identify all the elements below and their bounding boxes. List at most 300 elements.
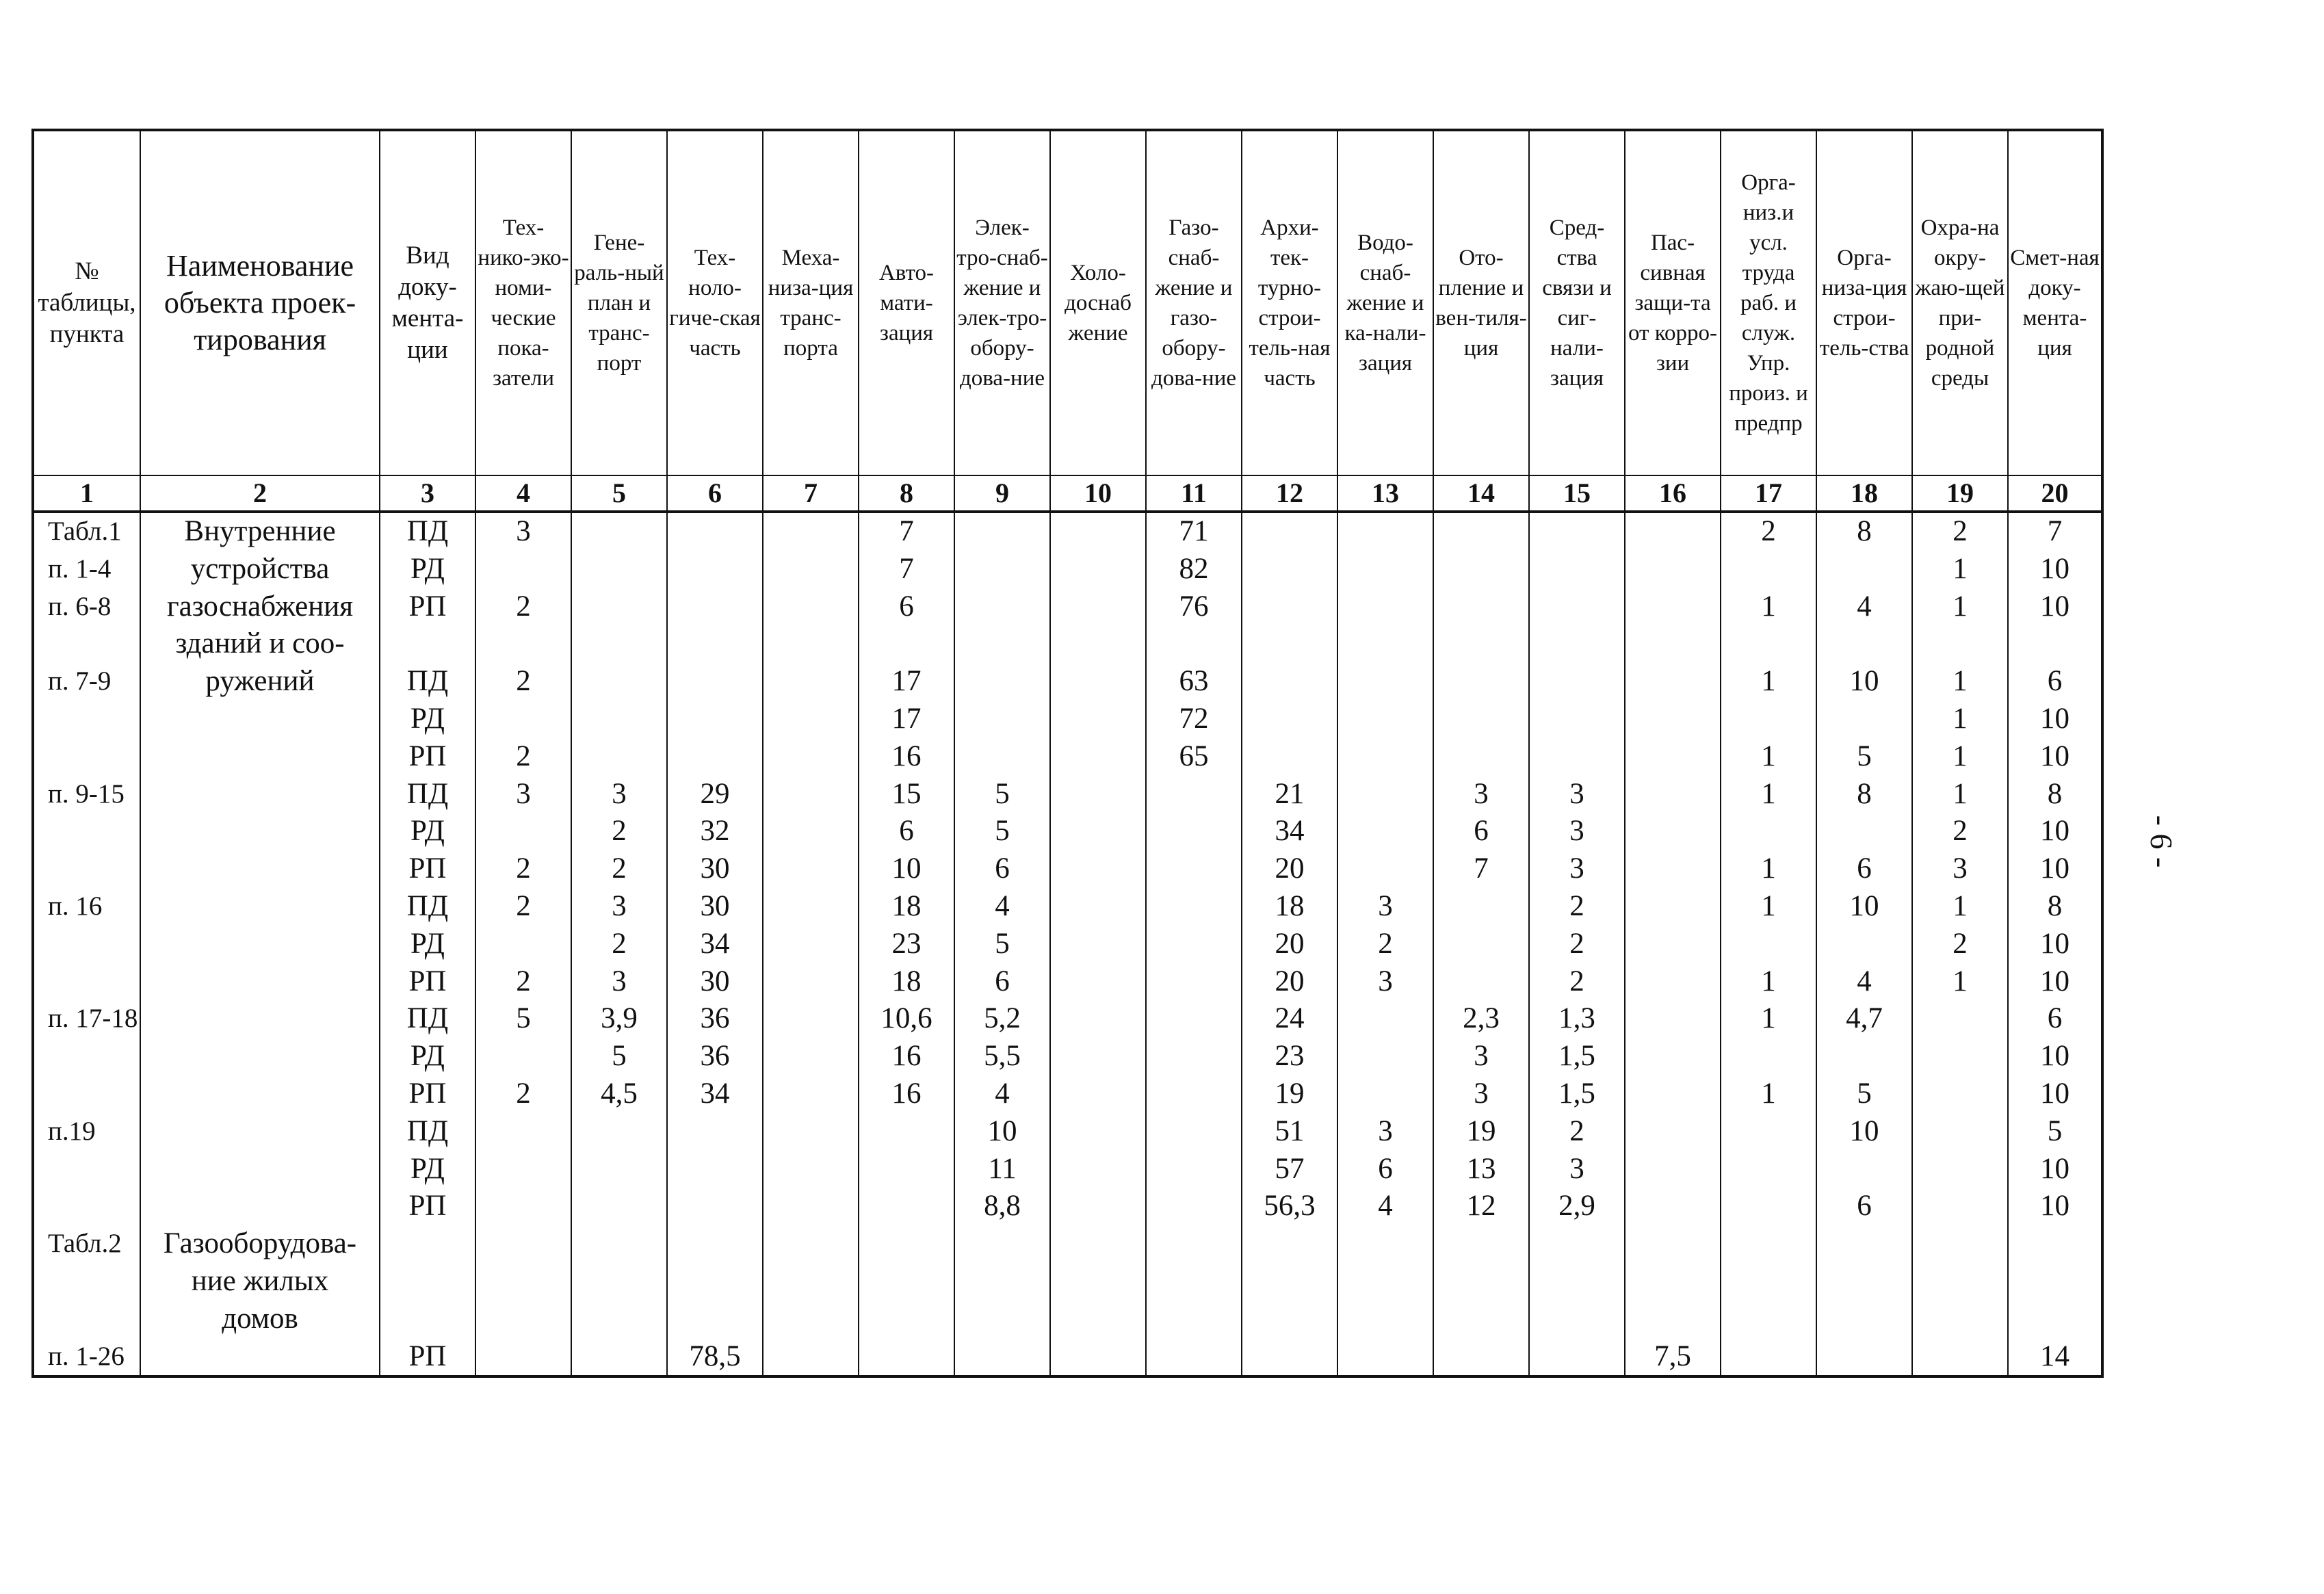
value-cell [475, 1338, 571, 1377]
value-cell [1433, 588, 1529, 626]
value-cell: 10 [2008, 1151, 2102, 1188]
value-cell: 82 [1146, 551, 1242, 588]
value-cell [1912, 1263, 2008, 1301]
value-cell: 1 [1912, 738, 2008, 776]
value-cell [1050, 850, 1146, 888]
value-cell [1721, 1151, 1816, 1188]
ref-cell: п. 6-8 [33, 588, 140, 626]
column-number: 11 [1146, 475, 1242, 512]
column-header: Газо-снаб-жение и газо-обору-дова-ние [1146, 130, 1242, 475]
value-cell [1912, 1075, 2008, 1113]
value-cell [763, 1038, 859, 1075]
value-cell [954, 1338, 1050, 1377]
value-cell: 8,8 [954, 1188, 1050, 1225]
value-cell [1433, 963, 1529, 1001]
value-cell: 14 [2008, 1338, 2102, 1377]
ref-cell [33, 1188, 140, 1225]
value-cell [1816, 1038, 1912, 1075]
value-cell: 7 [859, 512, 954, 551]
column-number: 3 [380, 475, 475, 512]
value-cell: 10 [2008, 551, 2102, 588]
value-cell [1050, 701, 1146, 738]
value-cell: 10 [859, 850, 954, 888]
value-cell: 34 [667, 926, 763, 963]
ref-cell [33, 850, 140, 888]
column-header: Орга-низа-ция строи-тель-ства [1816, 130, 1912, 475]
value-cell [763, 1113, 859, 1151]
value-cell: 1 [1912, 551, 2008, 588]
value-cell [571, 551, 667, 588]
value-cell: 1 [1721, 663, 1816, 701]
value-cell [1146, 1188, 1242, 1225]
value-cell [1433, 1338, 1529, 1377]
value-cell: 10 [2008, 1075, 2102, 1113]
value-cell [859, 1188, 954, 1225]
value-cell [1721, 1038, 1816, 1075]
value-cell [1050, 1301, 1146, 1338]
value-cell: 2,9 [1529, 1188, 1625, 1225]
value-cell: 3 [571, 963, 667, 1001]
value-cell: 7 [2008, 512, 2102, 551]
value-cell [571, 1113, 667, 1151]
value-cell: 2 [475, 738, 571, 776]
value-cell: 6 [2008, 663, 2102, 701]
value-cell [954, 663, 1050, 701]
column-number: 16 [1625, 475, 1721, 512]
value-cell: 34 [1242, 813, 1337, 850]
value-cell [1242, 1338, 1337, 1377]
column-header: Ото-пление и вен-тиля-ция [1433, 130, 1529, 475]
value-cell [1050, 1225, 1146, 1263]
value-cell [1912, 1225, 2008, 1263]
value-cell: 2 [1912, 926, 2008, 963]
value-cell: 2 [571, 926, 667, 963]
value-cell: 6 [859, 588, 954, 626]
value-cell [763, 888, 859, 926]
header-numbers-row [33, 475, 2102, 512]
value-cell: 2,3 [1433, 1000, 1529, 1038]
value-cell [1146, 926, 1242, 963]
value-cell: 3 [571, 776, 667, 813]
value-cell [1050, 1263, 1146, 1301]
ref-cell: п. 17-18 [33, 1000, 140, 1038]
value-cell: 3 [1529, 776, 1625, 813]
value-cell [667, 1113, 763, 1151]
column-number: 2 [140, 475, 380, 512]
value-cell [1337, 1075, 1433, 1113]
column-header: Элек-тро-снаб-жение и элек-тро-обору-дова-ние [954, 130, 1050, 475]
value-cell: 10 [2008, 1038, 2102, 1075]
ref-cell: Табл.2 [33, 1225, 140, 1263]
value-cell [1337, 776, 1433, 813]
doc-type-cell [380, 1301, 475, 1338]
value-cell [1529, 588, 1625, 626]
column-header: Холо-доснаб жение [1050, 130, 1146, 475]
value-cell [1337, 588, 1433, 626]
doc-type-cell: РП [380, 588, 475, 626]
value-cell [1146, 1075, 1242, 1113]
value-cell: 3 [571, 888, 667, 926]
value-cell: 3 [475, 776, 571, 813]
value-cell [1721, 1338, 1816, 1377]
value-cell [954, 588, 1050, 626]
value-cell [1721, 1301, 1816, 1338]
value-cell [1146, 1225, 1242, 1263]
ref-cell [33, 701, 140, 738]
value-cell [1529, 701, 1625, 738]
value-cell [1337, 850, 1433, 888]
column-number: 6 [667, 475, 763, 512]
value-cell: 17 [859, 701, 954, 738]
value-cell [1337, 625, 1433, 663]
ref-cell: п. 9-15 [33, 776, 140, 813]
value-cell: 3,9 [571, 1000, 667, 1038]
value-cell: 1,3 [1529, 1000, 1625, 1038]
doc-type-cell: ПД [380, 776, 475, 813]
column-number: 15 [1529, 475, 1625, 512]
value-cell [1529, 1263, 1625, 1301]
value-cell [859, 1225, 954, 1263]
column-header: Водо-снаб-жение и ка-нали-зация [1337, 130, 1433, 475]
value-cell: 6 [1433, 813, 1529, 850]
value-cell [1337, 1038, 1433, 1075]
value-cell: 10 [2008, 701, 2102, 738]
value-cell [1242, 512, 1337, 551]
value-cell: 36 [667, 1000, 763, 1038]
ref-cell: п. 1-26 [33, 1338, 140, 1377]
header-titles-row [33, 130, 2102, 475]
value-cell [571, 738, 667, 776]
value-cell [1337, 512, 1433, 551]
value-cell [475, 551, 571, 588]
value-cell [1816, 1301, 1912, 1338]
value-cell [1242, 663, 1337, 701]
value-cell: 1 [1721, 776, 1816, 813]
value-cell [2008, 625, 2102, 663]
value-cell: 10 [2008, 1188, 2102, 1225]
value-cell [1050, 1038, 1146, 1075]
value-cell: 3 [1912, 850, 2008, 888]
value-cell: 1 [1721, 738, 1816, 776]
column-number: 7 [763, 475, 859, 512]
value-cell [1721, 625, 1816, 663]
value-cell [1721, 1225, 1816, 1263]
value-cell [1625, 963, 1721, 1001]
value-cell: 1 [1721, 1075, 1816, 1113]
value-cell [1912, 625, 2008, 663]
value-cell [1912, 1113, 2008, 1151]
value-cell: 1 [1721, 850, 1816, 888]
value-cell [1337, 1301, 1433, 1338]
value-cell: 5,5 [954, 1038, 1050, 1075]
value-cell: 2 [1912, 512, 2008, 551]
value-cell [1050, 738, 1146, 776]
value-cell [1337, 813, 1433, 850]
value-cell: 18 [859, 963, 954, 1001]
column-header: Архи-тек-турно-строи-тель-ная часть [1242, 130, 1337, 475]
value-cell [667, 1188, 763, 1225]
value-cell [1721, 926, 1816, 963]
value-cell [1337, 551, 1433, 588]
doc-type-cell: ПД [380, 1000, 475, 1038]
value-cell [1625, 625, 1721, 663]
value-cell [954, 551, 1050, 588]
value-cell: 72 [1146, 701, 1242, 738]
value-cell [1337, 1000, 1433, 1038]
column-number: 12 [1242, 475, 1337, 512]
value-cell: 6 [1337, 1151, 1433, 1188]
value-cell [954, 625, 1050, 663]
value-cell: 10 [2008, 813, 2102, 850]
value-cell [1050, 963, 1146, 1001]
value-cell: 23 [1242, 1038, 1337, 1075]
ref-cell [33, 1151, 140, 1188]
value-cell [571, 663, 667, 701]
value-cell: 2 [1529, 1113, 1625, 1151]
value-cell: 6 [1816, 850, 1912, 888]
value-cell: 18 [1242, 888, 1337, 926]
value-cell: 6 [2008, 1000, 2102, 1038]
value-cell: 10 [954, 1113, 1050, 1151]
table-header [33, 130, 2102, 512]
value-cell [1242, 1301, 1337, 1338]
value-cell [1146, 1000, 1242, 1038]
value-cell [1050, 1338, 1146, 1377]
value-cell [763, 1263, 859, 1301]
object-name-line: Газооборудова- [163, 1227, 357, 1260]
value-cell [1625, 588, 1721, 626]
value-cell [667, 663, 763, 701]
value-cell [1721, 1113, 1816, 1151]
value-cell: 13 [1433, 1151, 1529, 1188]
ref-cell [33, 1263, 140, 1301]
value-cell [763, 1338, 859, 1377]
value-cell [475, 625, 571, 663]
value-cell [954, 1225, 1050, 1263]
value-cell: 8 [1816, 512, 1912, 551]
value-cell: 78,5 [667, 1338, 763, 1377]
doc-type-cell: РД [380, 926, 475, 963]
value-cell [763, 1151, 859, 1188]
object-name-line: Внутренние [184, 515, 336, 547]
value-cell: 2 [1529, 963, 1625, 1001]
ref-cell [33, 813, 140, 850]
value-cell [1433, 625, 1529, 663]
value-cell [1146, 813, 1242, 850]
value-cell [763, 850, 859, 888]
value-cell [1146, 963, 1242, 1001]
value-cell [1050, 588, 1146, 626]
value-cell: 4,5 [571, 1075, 667, 1113]
value-cell: 19 [1242, 1075, 1337, 1113]
value-cell: 6 [859, 813, 954, 850]
ref-cell [33, 1038, 140, 1075]
value-cell [1625, 551, 1721, 588]
value-cell: 2 [475, 850, 571, 888]
value-cell: 1 [1912, 663, 2008, 701]
value-cell: 7,5 [1625, 1338, 1721, 1377]
doc-type-cell: РП [380, 1188, 475, 1225]
value-cell [1050, 663, 1146, 701]
object-name-line: газоснабжения [166, 590, 354, 623]
value-cell: 5 [954, 813, 1050, 850]
value-cell [1625, 1225, 1721, 1263]
doc-type-cell: РД [380, 701, 475, 738]
value-cell: 2 [475, 663, 571, 701]
value-cell [763, 776, 859, 813]
value-cell: 10 [1816, 663, 1912, 701]
value-cell [1337, 1338, 1433, 1377]
value-cell [1529, 551, 1625, 588]
value-cell [1529, 1301, 1625, 1338]
value-cell: 8 [2008, 888, 2102, 926]
column-header: Гене-раль-ный план и транс-порт [571, 130, 667, 475]
value-cell [1433, 926, 1529, 963]
value-cell [475, 1301, 571, 1338]
value-cell: 36 [667, 1038, 763, 1075]
project-volume-table [31, 129, 2104, 1378]
value-cell [475, 701, 571, 738]
ref-cell [33, 738, 140, 776]
value-cell [1816, 701, 1912, 738]
value-cell [1433, 701, 1529, 738]
value-cell [475, 1151, 571, 1188]
value-cell: 2 [571, 813, 667, 850]
page-number: - 6 - [2144, 815, 2180, 868]
value-cell [571, 1151, 667, 1188]
ref-cell [33, 963, 140, 1001]
doc-type-cell: ПД [380, 888, 475, 926]
value-cell: 4 [954, 1075, 1050, 1113]
value-cell [763, 1075, 859, 1113]
value-cell: 32 [667, 813, 763, 850]
value-cell: 3 [1433, 1075, 1529, 1113]
column-number: 19 [1912, 475, 2008, 512]
value-cell: 1,5 [1529, 1075, 1625, 1113]
ref-cell: п.19 [33, 1113, 140, 1151]
value-cell: 12 [1433, 1188, 1529, 1225]
value-cell [1050, 1075, 1146, 1113]
value-cell [1242, 701, 1337, 738]
value-cell [1433, 1263, 1529, 1301]
value-cell [1912, 1000, 2008, 1038]
value-cell: 2 [1529, 926, 1625, 963]
value-cell [1050, 512, 1146, 551]
value-cell: 19 [1433, 1113, 1529, 1151]
value-cell [1529, 1338, 1625, 1377]
value-cell [1433, 738, 1529, 776]
value-cell [954, 738, 1050, 776]
value-cell [1721, 551, 1816, 588]
value-cell [1625, 888, 1721, 926]
value-cell [475, 1263, 571, 1301]
value-cell [475, 926, 571, 963]
column-number: 13 [1337, 475, 1433, 512]
value-cell: 20 [1242, 963, 1337, 1001]
value-cell [763, 926, 859, 963]
value-cell [1625, 1075, 1721, 1113]
value-cell: 21 [1242, 776, 1337, 813]
value-cell: 8 [1816, 776, 1912, 813]
value-cell [475, 1225, 571, 1263]
value-cell: 4,7 [1816, 1000, 1912, 1038]
value-cell [2008, 1263, 2102, 1301]
value-cell [1242, 625, 1337, 663]
value-cell [1625, 1113, 1721, 1151]
value-cell [1433, 1301, 1529, 1338]
column-header: Орга-низ.и усл. труда раб. и служ. Упр. произ. и предпр [1721, 130, 1816, 475]
value-cell [1242, 1263, 1337, 1301]
value-cell: 17 [859, 663, 954, 701]
value-cell [667, 1301, 763, 1338]
value-cell [2008, 1301, 2102, 1338]
value-cell [1337, 1263, 1433, 1301]
value-cell [859, 1113, 954, 1151]
value-cell [1816, 1225, 1912, 1263]
value-cell [1050, 776, 1146, 813]
value-cell: 3 [475, 512, 571, 551]
value-cell: 18 [859, 888, 954, 926]
doc-type-cell: РП [380, 738, 475, 776]
value-cell [2008, 1225, 2102, 1263]
doc-type-cell: РП [380, 1075, 475, 1113]
value-cell: 6 [954, 850, 1050, 888]
ref-cell: п. 7-9 [33, 663, 140, 701]
value-cell [571, 1188, 667, 1225]
column-number: 17 [1721, 475, 1816, 512]
value-cell [763, 1301, 859, 1338]
value-cell: 30 [667, 850, 763, 888]
value-cell [763, 551, 859, 588]
doc-type-cell: ПД [380, 663, 475, 701]
value-cell [1146, 1301, 1242, 1338]
value-cell [1625, 1188, 1721, 1225]
table-row [33, 512, 2102, 551]
value-cell: 2 [1721, 512, 1816, 551]
value-cell [1146, 1038, 1242, 1075]
object-name-cell [140, 512, 380, 1225]
value-cell [1433, 663, 1529, 701]
value-cell [571, 1263, 667, 1301]
value-cell: 3 [1337, 888, 1433, 926]
value-cell [1816, 625, 1912, 663]
column-header: Авто-мати-зация [859, 130, 954, 475]
ref-cell [33, 1301, 140, 1338]
column-header: № таблицы, пункта [33, 130, 140, 475]
doc-type-cell [380, 1263, 475, 1301]
value-cell: 1 [1912, 701, 2008, 738]
value-cell: 3 [1529, 813, 1625, 850]
doc-type-cell: РД [380, 1038, 475, 1075]
value-cell [1625, 926, 1721, 963]
value-cell: 16 [859, 1038, 954, 1075]
column-header: Пас-сивная защи-та от корро-зии [1625, 130, 1721, 475]
value-cell [1050, 1151, 1146, 1188]
value-cell [763, 738, 859, 776]
column-header: Тех-ноло-гиче-ская часть [667, 130, 763, 475]
value-cell [1912, 1188, 2008, 1225]
value-cell: 5 [475, 1000, 571, 1038]
value-cell [763, 1225, 859, 1263]
value-cell: 5 [954, 926, 1050, 963]
value-cell: 2 [475, 888, 571, 926]
value-cell [1625, 1263, 1721, 1301]
value-cell: 16 [859, 738, 954, 776]
value-cell: 51 [1242, 1113, 1337, 1151]
value-cell [763, 963, 859, 1001]
value-cell [1050, 888, 1146, 926]
column-header: Сред-ства связи и сиг-нали-зация [1529, 130, 1625, 475]
